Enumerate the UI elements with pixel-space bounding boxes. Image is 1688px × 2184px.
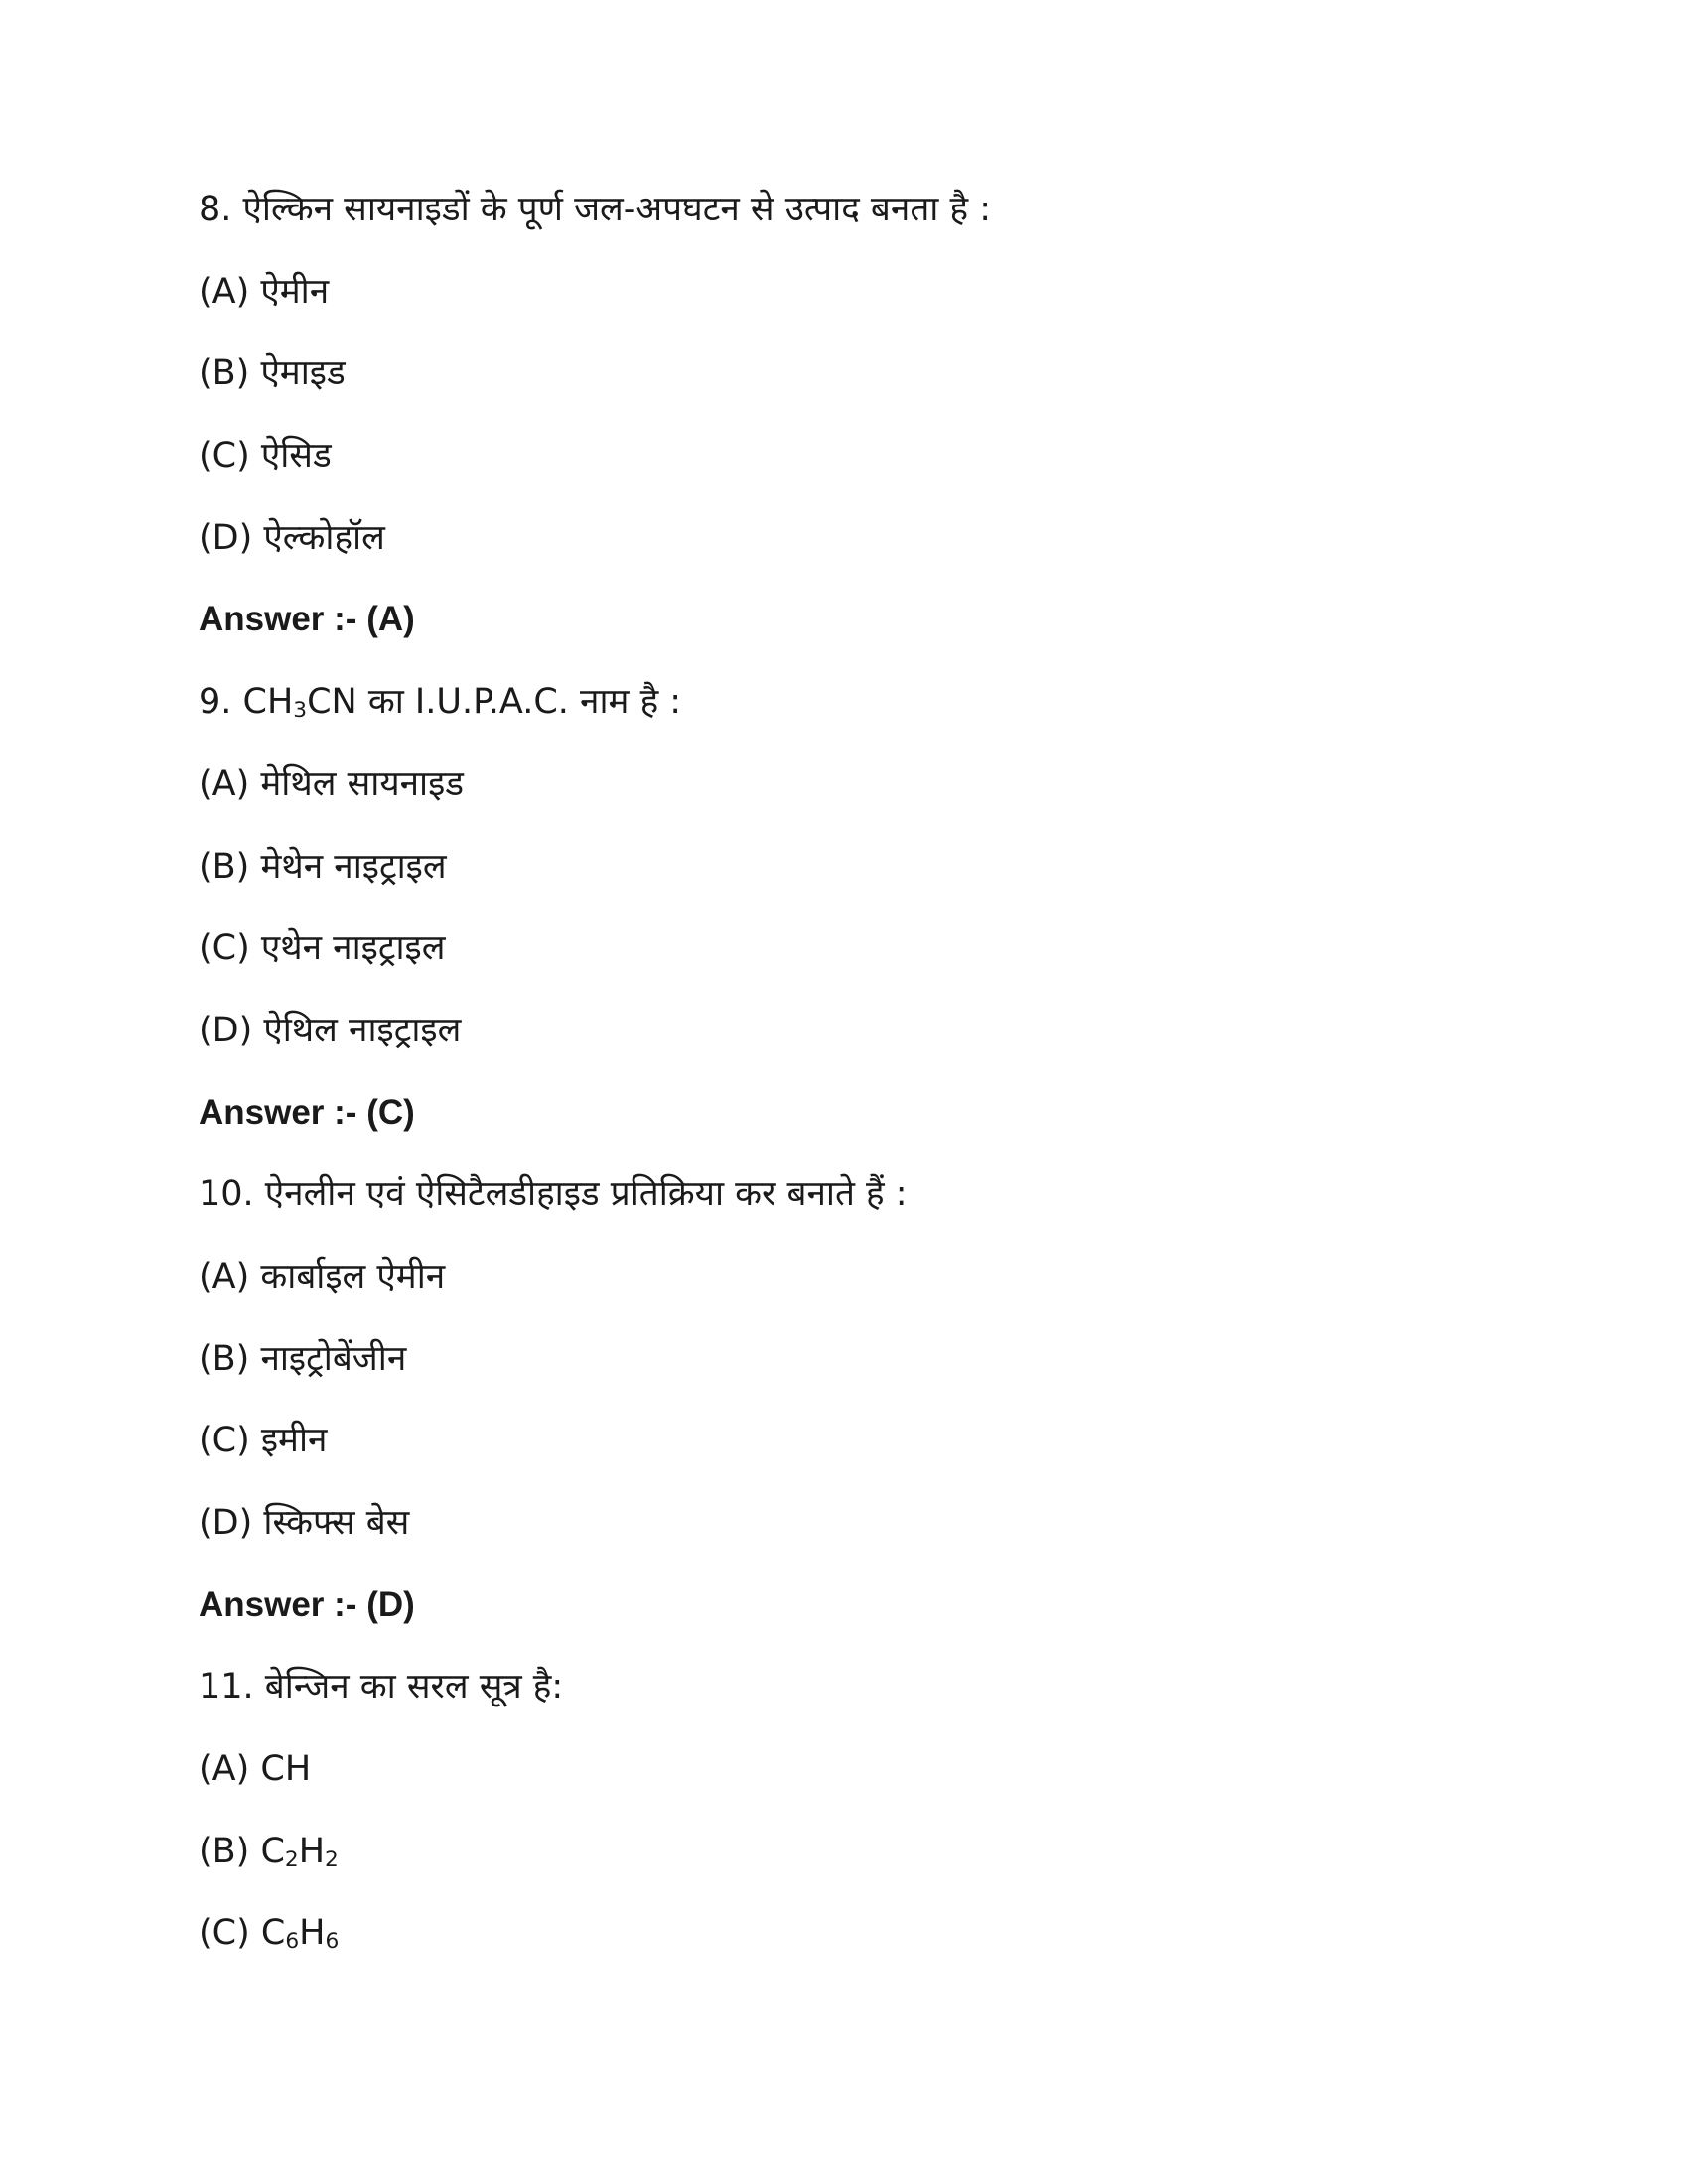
question-8: 8. ऐल्किन सायनाइडों के पूर्ण जल-अपघटन से उत्पाद बनता है : xyxy=(199,190,991,229)
option-c-h-label: H xyxy=(299,1913,326,1954)
option-c-c-label: (C) C xyxy=(199,1913,286,1954)
question-9-answer: Answer :- (C) xyxy=(199,1092,415,1132)
question-10: 10. ऐनलीन एवं ऐसिटैलडीहाइड प्रतिक्रिया कर बनाते हैं : xyxy=(199,1174,908,1215)
document-page xyxy=(199,189,1509,1994)
question-9-subscript: 3 xyxy=(293,698,308,724)
question-10-answer: Answer :- (D) xyxy=(199,1584,415,1624)
option-b-c-subscript: 2 xyxy=(284,1846,299,1872)
option-b-h-subscript: 2 xyxy=(325,1846,339,1872)
question-9-text-end: CN का I.U.P.A.C. नाम है : xyxy=(307,682,682,723)
question-8-option-b: (B) ऐमाइड xyxy=(199,353,346,394)
question-11: 11. बेन्जिन का सरल सूत्र है: xyxy=(199,1667,564,1707)
question-8-answer: Answer :- (A) xyxy=(199,600,415,639)
question-11-option-c xyxy=(199,1912,1509,1994)
question-8-option-c: (C) ऐसिड xyxy=(199,436,332,477)
question-8-option-a: (A) ऐमीन xyxy=(199,271,330,312)
question-9 xyxy=(199,681,1509,763)
option-b-c-label: (B) C xyxy=(199,1831,285,1871)
question-10-option-a: (A) कार्बाइल ऐमीन xyxy=(199,1256,446,1297)
question-9-text-start: 9. CH xyxy=(199,682,294,723)
question-9-option-b: (B) मेथेन नाइट्राइल xyxy=(199,846,447,887)
option-c-h-subscript: 6 xyxy=(325,1929,340,1955)
question-11-option-b xyxy=(199,1831,1509,1913)
question-10-option-d: (D) स्किफ्स बेस xyxy=(199,1503,410,1543)
question-9-option-a: (A) मेथिल सायनाइड xyxy=(199,763,465,804)
question-11-option-a: (A) CH xyxy=(199,1749,312,1790)
question-8-option-d: (D) ऐल्कोहॉल xyxy=(199,517,385,558)
question-10-option-c: (C) इमीन xyxy=(199,1421,328,1461)
option-b-h-label: H xyxy=(298,1831,326,1871)
question-10-option-b: (B) नाइट्रोबेंजीन xyxy=(199,1338,407,1379)
question-9-option-c: (C) एथेन नाइट्राइल xyxy=(199,928,446,969)
question-9-option-d: (D) ऐथिल नाइट्राइल xyxy=(199,1010,462,1050)
option-c-c-subscript: 6 xyxy=(285,1929,300,1955)
